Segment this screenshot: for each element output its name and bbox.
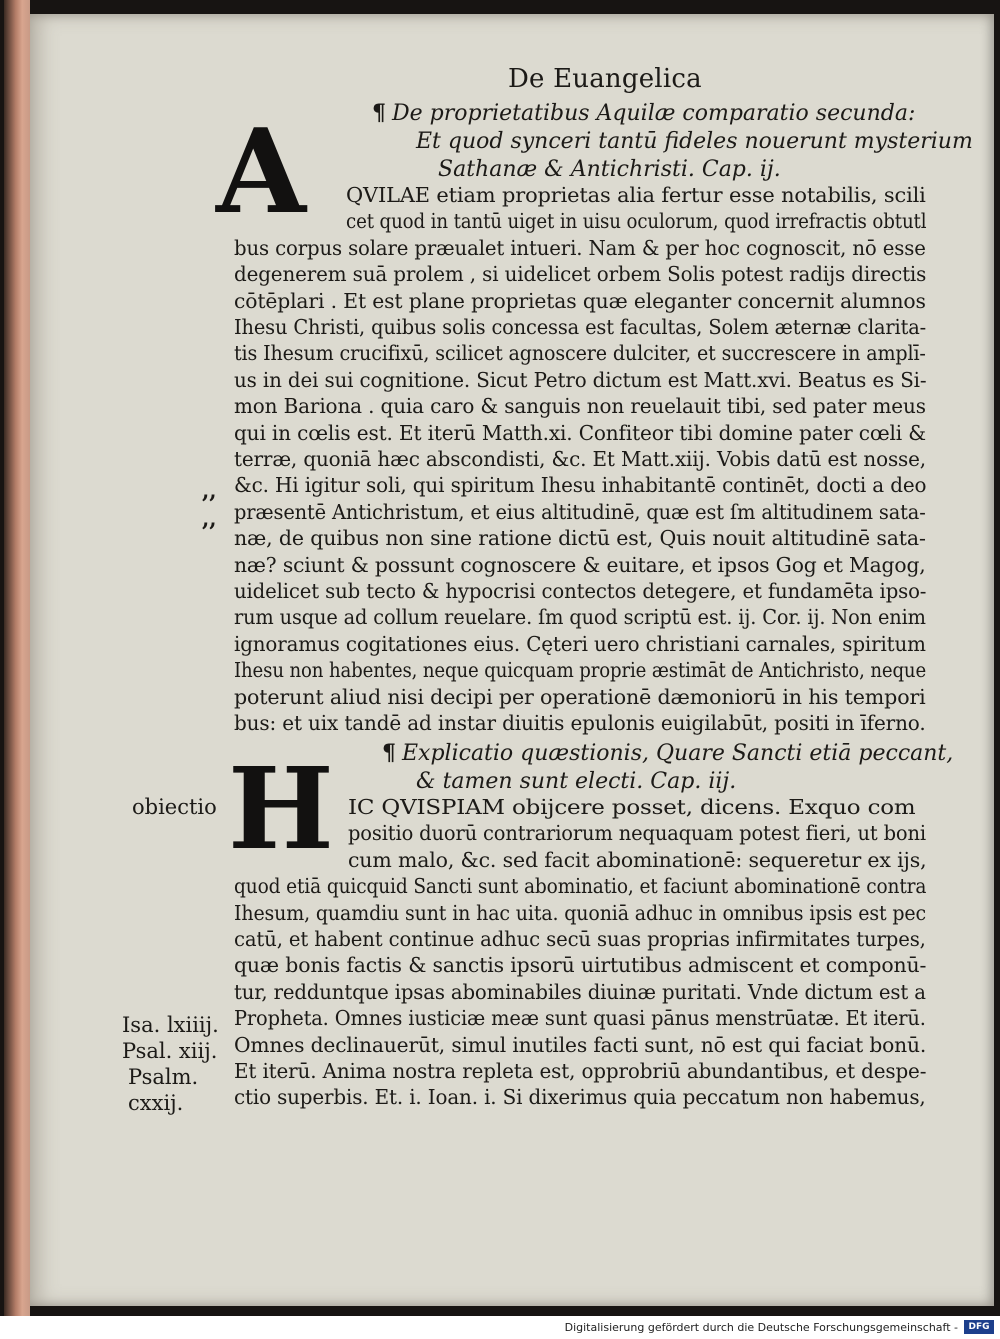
body-line: tis Ihesum crucifixū, scilicet agnoscere dulciter, et succrescere in amplī-: [234, 341, 926, 366]
footer-credit: Digitalisierung gefördert durch die Deutsche Forschungsgemeinschaft -: [564, 1321, 958, 1334]
body-line: mon Bariona . quia caro & sanguis non reuelauit tibi, sed pater meus: [234, 394, 926, 419]
margin-mark: ,,: [202, 506, 217, 531]
body-line: rum usque ad collum reuelare. ſm quod scriptū est. ij. Cor. ij. Non enim: [234, 605, 926, 630]
book-page: [30, 14, 994, 1306]
dfg-logo: DFG: [964, 1320, 994, 1334]
body-line: cet quod in tantū uiget in uisu oculorum, quod irrefractis obtutl: [346, 209, 927, 234]
body-line: bus corpus solare præualet intueri. Nam & per hoc cognoscit, nō esse: [234, 235, 926, 260]
body-line: næ? sciunt & possunt cognoscere & euitare, et ipsos Gog et Magog,: [234, 552, 926, 577]
body-line: Omnes declinauerūt, simul inutiles facti sunt, nō est qui faciat bonū.: [234, 1032, 927, 1057]
dropcap-h: H: [228, 744, 334, 875]
body-line: Ihesu Christi, quibus solis concessa est facultas, Solem æternæ clarita-: [234, 315, 927, 339]
dropcap-a: A: [216, 104, 307, 240]
body-line: uidelicet sub tecto & hypocrisi contectos detegere, et fundamēta ipso-: [234, 579, 927, 603]
body-line: cum malo, &c. sed facit abominationē: sequeretur ex ijs,: [348, 847, 927, 872]
footer-bar: [0, 1316, 1000, 1339]
body-line: Et iterū. Anima nostra repleta est, opprobriū abundantibus, et despe-: [234, 1059, 927, 1083]
body-line: IC QVISPIAM obijcere posset, dicens. Exquo com: [348, 795, 916, 819]
running-head: De Euangelica: [508, 64, 702, 94]
body-line: degenerem suā prolem , si uidelicet orbem Solis potest radijs directis: [234, 262, 927, 287]
body-line: quod etiā quicquid Sancti sunt abominatio, et faciunt abominationē contra: [234, 874, 927, 899]
body-line: Ihesu non habentes, neque quicquam proprie æstimāt de Antichristo, neque: [234, 658, 927, 683]
body-line: &c. Hi igitur soli, qui spiritum Ihesu inhabitantē continēt, docti a deo: [234, 473, 927, 498]
page-edge: [4, 0, 30, 1316]
chapter-heading-line: ¶ Explicatio quæstionis, Quare Sancti etiā peccant,: [382, 740, 954, 766]
margin-note-cxxij: cxxij.: [128, 1091, 184, 1115]
paragraph-mark-icon: ¶: [372, 100, 386, 126]
chapter-heading-line: ¶ De proprietatibus Aquilæ comparatio secunda:: [372, 100, 916, 126]
chapter-heading-line: Et quod synceri tantū fideles nouerunt mysterium: [416, 129, 973, 154]
margin-note-isa: Isa. lxiiij.: [122, 1013, 219, 1037]
chapter-heading-line: Sathanæ & Antichristi. Cap. ij.: [438, 157, 781, 182]
body-line: ignoramus cogitationes eius. Cęteri uero christiani carnales, spiritum: [234, 631, 926, 656]
body-line: poterunt aliud nisi decipi per operationē dæmoniorū in his tempori: [234, 684, 926, 709]
margin-mark: ,,: [202, 478, 217, 503]
paragraph-mark-icon: ¶: [382, 740, 396, 766]
body-line: ctio superbis. Et. i. Ioan. i. Si dixerimus quia peccatum non habemus,: [234, 1085, 926, 1110]
margin-note-psal: Psal. xiij.: [122, 1039, 218, 1063]
body-line: Propheta. Omnes iusticiæ meæ sunt quasi pānus menstrūatæ. Et iterū.: [234, 1006, 926, 1031]
body-line: qui in cœlis est. Et iterū Matth.xi. Confiteor tibi domine pater cœli &: [234, 420, 926, 445]
body-line: quæ bonis factis & sanctis ipsorū uirtutibus admiscent et componū-: [234, 953, 927, 978]
body-line: bus: et uix tandē ad instar diuitis epulonis euigilabūt, positi in īferno.: [234, 711, 926, 735]
body-line: terræ, quoniā hæc abscondisti, &c. Et Matt.xiij. Vobis datū est nosse,: [234, 447, 926, 471]
margin-note-psalm: Psalm.: [128, 1065, 199, 1089]
body-line: præsentē Antichristum, et eius altitudinē, quæ est ſm altitudinem sata-: [234, 499, 926, 524]
chapter-heading-line: & tamen sunt electi. Cap. iij.: [416, 769, 737, 794]
body-line: Ihesum, quamdiu sunt in hac uita. quoniā adhuc in omnibus ipsis est pec: [234, 900, 927, 925]
margin-note-obiectio: obiectio: [132, 795, 217, 819]
body-line: cōtēplari . Et est plane proprietas quæ eleganter concernit alumnos: [234, 288, 926, 313]
body-line: QVILAE etiam proprietas alia fertur esse notabilis, scili: [346, 183, 926, 207]
body-line: næ, de quibus non sine ratione dictū est, Quis nouit altitudinē sata-: [234, 526, 926, 551]
body-line: us in dei sui cognitione. Sicut Petro dictum est Matt.xvi. Beatus es Si-: [234, 367, 927, 392]
body-line: catū, et habent continue adhuc secū suas proprias infirmitates turpes,: [234, 927, 926, 951]
body-line: positio duorū contrariorum nequaquam potest fieri, ut boni: [348, 821, 926, 846]
body-line: tur, redduntque ipsas abominabiles diuinæ puritati. Vnde dictum est a: [234, 979, 926, 1004]
